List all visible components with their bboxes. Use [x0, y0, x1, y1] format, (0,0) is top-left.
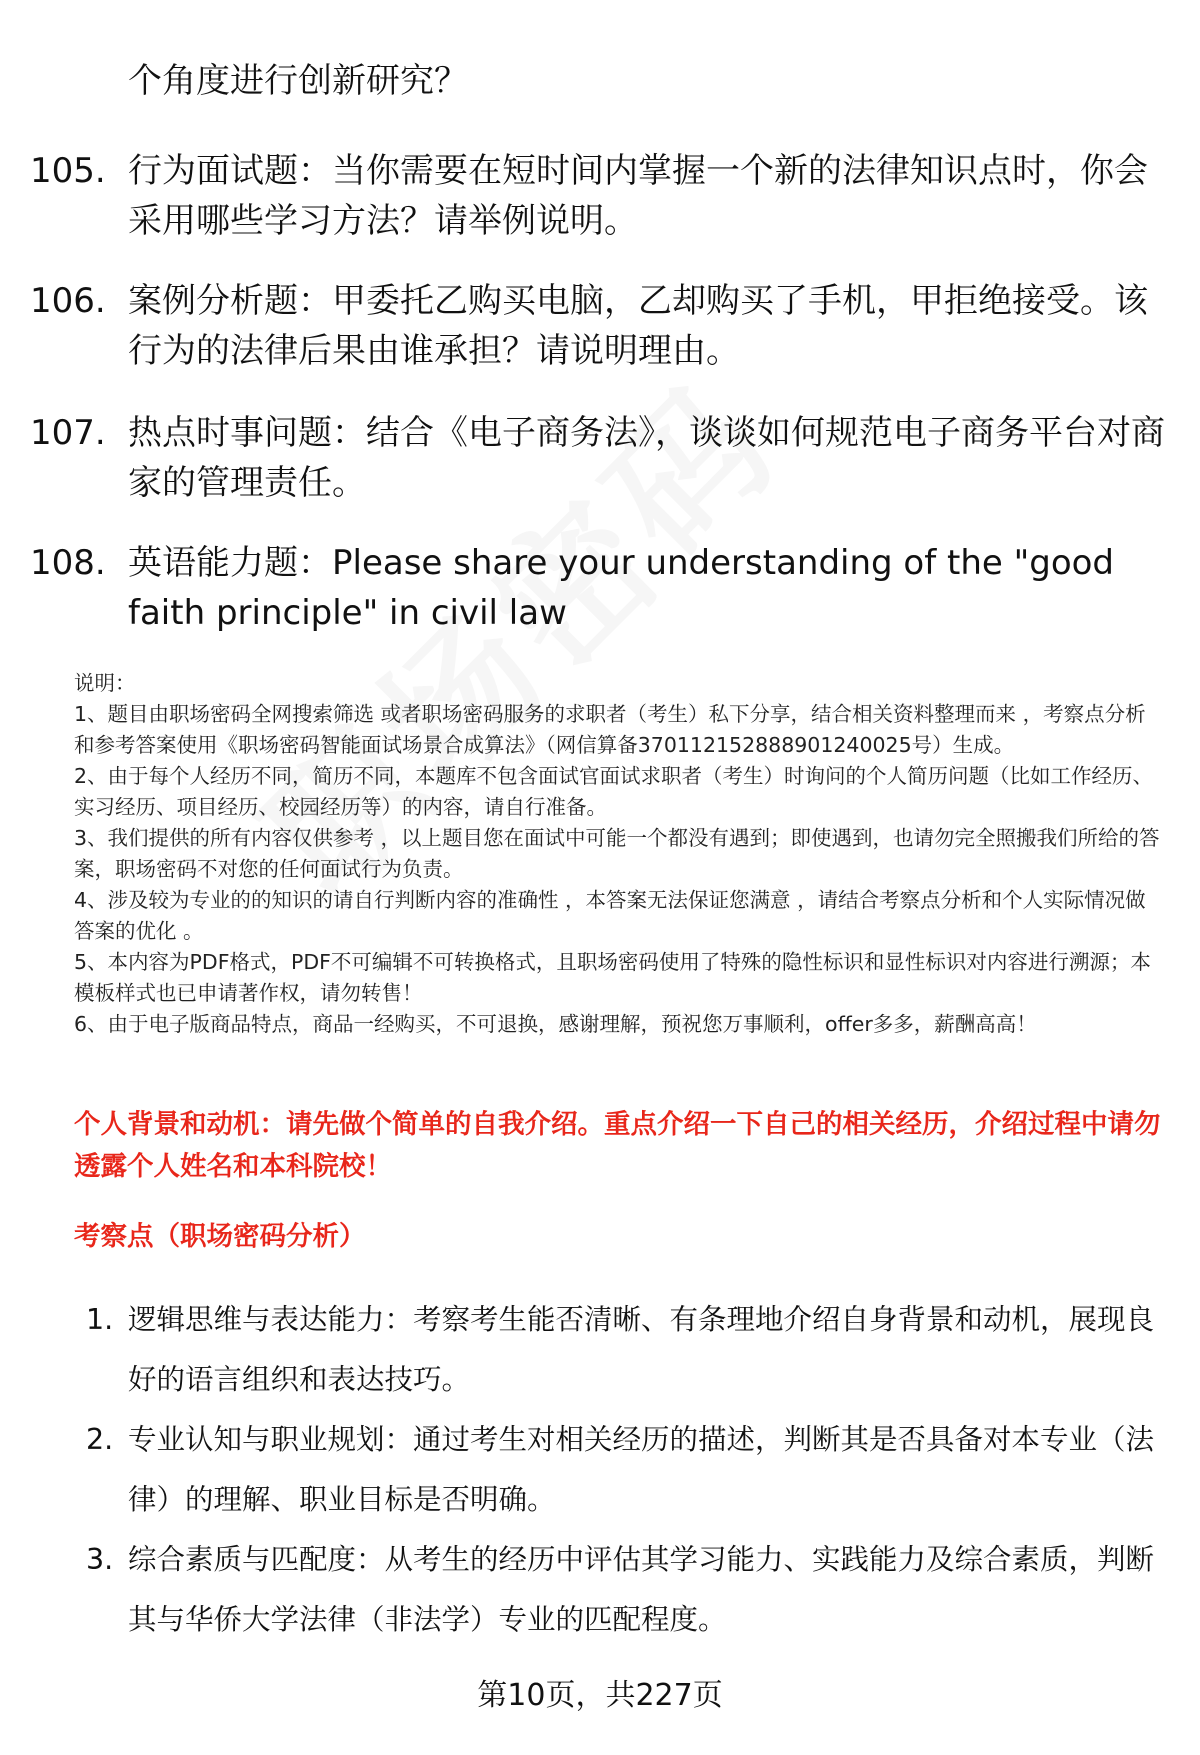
background-heading: 个人背景和动机：请先做个简单的自我介绍。重点介绍一下自己的相关经历，介绍过程中请勿透露个人姓名和本科院校！ — [74, 1109, 1161, 1182]
question-continuation: 个角度进行创新研究？ — [128, 61, 468, 101]
question-item — [30, 146, 1170, 246]
point-number: 3. — [86, 1543, 114, 1576]
analysis-points-list — [74, 1290, 1164, 1650]
page-footer: 第10页，共227页 — [477, 1678, 723, 1713]
point-text: 专业认知与职业规划：通过考生对相关经历的描述，判断其是否具备对本专业（法律）的理解、职业目标是否明确。 — [128, 1423, 1155, 1516]
question-number: 105. — [30, 151, 106, 191]
notes-section — [74, 668, 1160, 1040]
question-item — [30, 408, 1170, 508]
note-item: 6、由于电子版商品特点，商品一经购买，不可退换，感谢理解，预祝您万事顺利，offer多多，薪酬高高！ — [74, 1012, 1037, 1036]
question-text: 英语能力题：Please share your understanding of the "good faith principle" in civil law — [128, 543, 1115, 633]
question-item — [30, 538, 1170, 638]
note-item: 1、题目由职场密码全网搜索筛选 或者职场密码服务的求职者（考生）私下分享，结合相关资料整理而来 ，考察点分析和参考答案使用《职场密码智能面试场景合成算法》（网信算备370112152888901240025号）生成。 — [74, 702, 1146, 757]
notes-title: 说明： — [74, 671, 136, 695]
note-item: 5、本内容为PDF格式，PDF不可编辑不可转换格式，且职场密码使用了特殊的隐性标识和显性标识对内容进行溯源；本模板样式也已申请著作权，请勿转售！ — [74, 950, 1151, 1005]
point-number: 2. — [86, 1423, 114, 1456]
question-item — [30, 276, 1170, 376]
analysis-point — [74, 1410, 1164, 1530]
question-text: 行为面试题：当你需要在短时间内掌握一个新的法律知识点时，你会采用哪些学习方法？请举例说明。 — [128, 151, 1148, 241]
point-text: 综合素质与匹配度：从考生的经历中评估其学习能力、实践能力及综合素质，判断其与华侨大学法律（非法学）专业的匹配程度。 — [128, 1543, 1155, 1636]
point-number: 1. — [86, 1303, 114, 1336]
note-item: 4、涉及较为专业的的知识的请自行判断内容的准确性 ，本答案无法保证您满意 ，请结合考察点分析和个人实际情况做答案的优化 。 — [74, 888, 1146, 943]
note-item: 3、我们提供的所有内容仅供参考 ，以上题目您在面试中可能一个都没有遇到；即使遇到，也请勿完全照搬我们所给的答案，职场密码不对您的任何面试行为负责。 — [74, 826, 1160, 881]
point-text: 逻辑思维与表达能力：考察考生能否清晰、有条理地介绍自身背景和动机，展现良好的语言组织和表达技巧。 — [128, 1303, 1155, 1396]
question-text: 热点时事问题：结合《电子商务法》，谈谈如何规范电子商务平台对商家的管理责任。 — [128, 413, 1165, 503]
question-number: 108. — [30, 543, 106, 583]
analysis-point — [74, 1290, 1164, 1410]
kaocha-heading: 考察点（职场密码分析） — [74, 1221, 366, 1252]
question-number: 107. — [30, 413, 106, 453]
question-number: 106. — [30, 281, 106, 321]
analysis-point — [74, 1530, 1164, 1650]
note-item: 2、由于每个人经历不同，简历不同，本题库不包含面试官面试求职者（考生）时询问的个人简历问题（比如工作经历、实习经历、项目经历、校园经历等）的内容，请自行准备。 — [74, 764, 1154, 819]
question-text: 案例分析题：甲委托乙购买电脑，乙却购买了手机，甲拒绝接受。该行为的法律后果由谁承担？请说明理由。 — [128, 281, 1148, 371]
